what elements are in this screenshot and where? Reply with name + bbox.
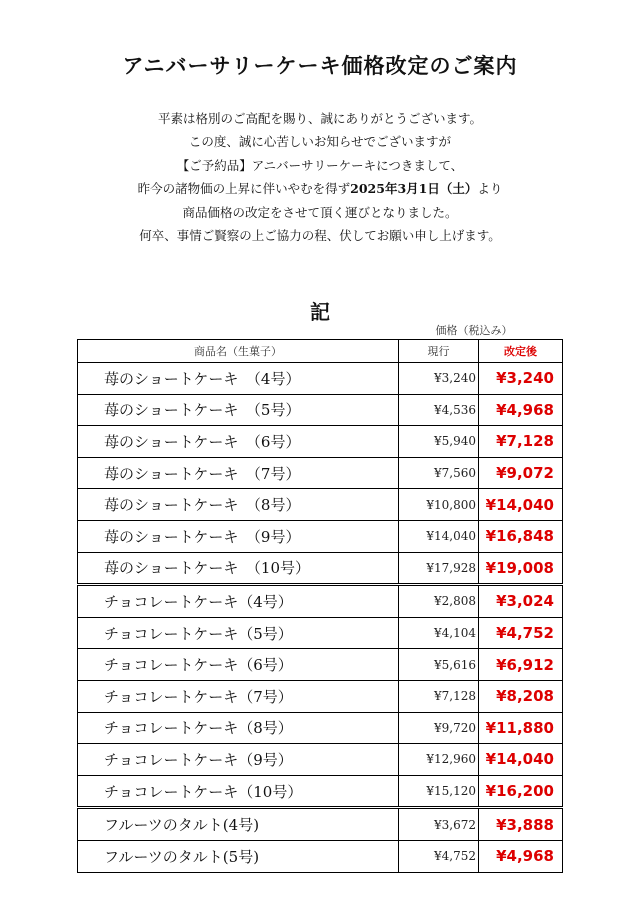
- intro-line-pre: 昨今の諸物価の上昇に伴いやむを得ず: [137, 181, 351, 197]
- intro-line: 平素は格別のご高配を賜り、誠にありがとうございます。: [157, 111, 482, 126]
- current-price-cell: ¥4,104: [399, 617, 479, 649]
- current-price-cell: ¥14,040: [399, 520, 479, 552]
- intro-line: この度、誠に心苦しいお知らせでございますが: [188, 134, 452, 150]
- current-price-cell: ¥3,240: [399, 363, 479, 395]
- revised-price-cell: ¥9,072: [479, 457, 563, 489]
- table-row: [78, 808, 563, 841]
- table-row: [78, 363, 563, 395]
- table-row: [78, 489, 563, 521]
- current-price-cell: ¥10,800: [399, 489, 479, 521]
- revised-price-cell: ¥4,968: [479, 840, 563, 872]
- revised-price-cell: ¥4,752: [479, 617, 563, 649]
- table-row: [78, 840, 563, 872]
- table-row: [78, 775, 563, 808]
- current-price-cell: ¥4,752: [399, 840, 479, 872]
- revised-price-cell: ¥19,008: [479, 552, 563, 585]
- product-name-cell: 苺のショートケーキ （6号）: [78, 426, 399, 458]
- product-name-cell: 苺のショートケーキ （8号）: [78, 489, 399, 521]
- revised-price-cell: ¥3,024: [479, 585, 563, 618]
- product-name-cell: フルーツのタルト(4号): [78, 808, 399, 841]
- product-name-cell: 苺のショートケーキ （4号）: [78, 363, 399, 395]
- revised-price-cell: ¥3,888: [479, 808, 563, 841]
- revised-price-cell: ¥14,040: [479, 744, 563, 776]
- product-name-cell: 苺のショートケーキ （10号）: [78, 552, 399, 585]
- price-table: [77, 339, 563, 873]
- revised-price-cell: ¥14,040: [479, 489, 563, 521]
- current-price-cell: ¥15,120: [399, 775, 479, 808]
- revised-price-cell: ¥11,880: [479, 712, 563, 744]
- intro-line-post: より: [477, 181, 503, 197]
- current-price-cell: ¥12,960: [399, 744, 479, 776]
- revision-date: 2025年3月1日（土）: [350, 181, 478, 197]
- product-name-cell: チョコレートケーキ（7号）: [78, 680, 399, 712]
- product-name-cell: チョコレートケーキ（5号）: [78, 617, 399, 649]
- intro-text: [0, 107, 640, 247]
- table-row: [78, 552, 563, 585]
- table-row: [78, 744, 563, 776]
- revised-price-cell: ¥4,968: [479, 394, 563, 426]
- current-price-cell: ¥5,940: [399, 426, 479, 458]
- product-name-cell: チョコレートケーキ（8号）: [78, 712, 399, 744]
- revised-price-cell: ¥6,912: [479, 649, 563, 681]
- table-row: [78, 520, 563, 552]
- intro-line-date: [0, 177, 640, 200]
- product-name-cell: 苺のショートケーキ （7号）: [78, 457, 399, 489]
- revised-price-cell: ¥7,128: [479, 426, 563, 458]
- revised-price-cell: ¥3,240: [479, 363, 563, 395]
- header-current-price: 現行: [399, 340, 479, 363]
- table-row: [78, 649, 563, 681]
- table-row: [78, 712, 563, 744]
- product-name-cell: 苺のショートケーキ （9号）: [78, 520, 399, 552]
- product-name-cell: 苺のショートケーキ （5号）: [78, 394, 399, 426]
- current-price-cell: ¥7,128: [399, 680, 479, 712]
- header-product-name: 商品名（生菓子）: [78, 340, 399, 363]
- intro-line: 何卒、事情ご賢察の上ご協力の程、伏してお願い申し上げます。: [139, 227, 501, 243]
- section-heading: 記: [310, 300, 330, 324]
- table-row: [78, 426, 563, 458]
- table-row: [78, 457, 563, 489]
- current-price-cell: ¥3,672: [399, 808, 479, 841]
- product-name-cell: チョコレートケーキ（4号）: [78, 585, 399, 618]
- current-price-cell: ¥4,536: [399, 394, 479, 426]
- table-header-row: [78, 340, 563, 363]
- table-row: [78, 585, 563, 618]
- intro-line: 【ご予約品】アニバーサリーケーキにつきまして、: [176, 157, 464, 173]
- product-name-cell: フルーツのタルト(5号): [78, 840, 399, 872]
- current-price-cell: ¥5,616: [399, 649, 479, 681]
- current-price-cell: ¥17,928: [399, 552, 479, 585]
- current-price-cell: ¥2,808: [399, 585, 479, 618]
- product-name-cell: チョコレートケーキ（6号）: [78, 649, 399, 681]
- revised-price-cell: ¥8,208: [479, 680, 563, 712]
- current-price-cell: ¥7,560: [399, 457, 479, 489]
- table-row: [78, 680, 563, 712]
- tax-note: 価格（税込み）: [435, 324, 513, 337]
- header-revised-price: 改定後: [479, 340, 563, 363]
- current-price-cell: ¥9,720: [399, 712, 479, 744]
- page-title: アニバーサリーケーキ価格改定のご案内: [122, 54, 518, 78]
- intro-line: 商品価格の改定をさせて頂く運びとなりました。: [182, 204, 458, 220]
- revised-price-cell: ¥16,848: [479, 520, 563, 552]
- revised-price-cell: ¥16,200: [479, 775, 563, 808]
- table-row: [78, 394, 563, 426]
- product-name-cell: チョコレートケーキ（10号）: [78, 775, 399, 808]
- table-row: [78, 617, 563, 649]
- product-name-cell: チョコレートケーキ（9号）: [78, 744, 399, 776]
